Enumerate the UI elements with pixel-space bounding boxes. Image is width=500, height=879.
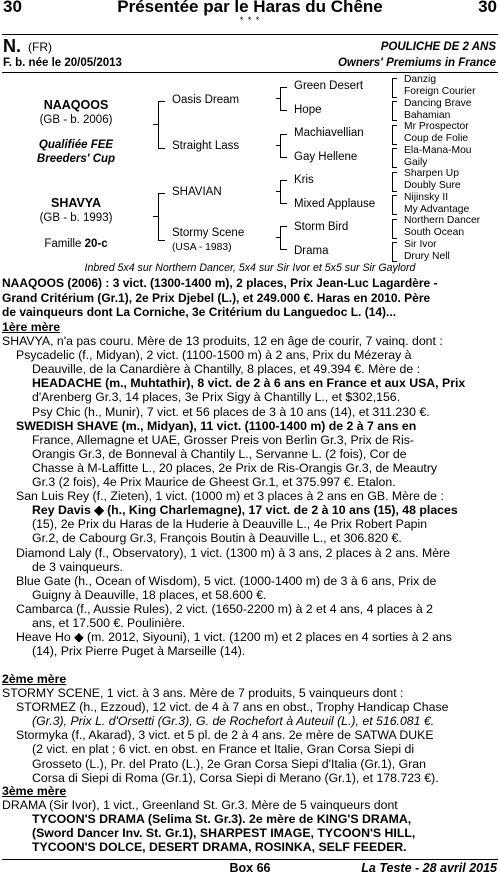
text-line: STORMEZ (h., Ezzoud), 12 vict. de 4 à 7 ans en obst., Trophy Handicap Chase (16, 700, 449, 715)
horse-birth: F. b. née le 20/05/2013 (3, 57, 122, 69)
text-line: Grosseto (L.), Pr. del Prato (L.), 2e Gran Corsa Siepi d'Italia (Gr.1), Gran (32, 756, 426, 771)
bracket-g2-4-tick (276, 237, 280, 238)
sire-paragraph (2, 276, 498, 320)
gen2-dam-dam-info: (USA - 1983) (172, 242, 232, 253)
gen4-6: Coup de Folie (404, 133, 469, 144)
bracket-g3-5 (392, 172, 397, 192)
text-line: SHAVYA, n'a pas couru. Mère de 13 produits, 12 en âge de courir, 7 vainq. dont : (2, 334, 443, 349)
bracket-g2-3 (280, 180, 287, 204)
bracket-g2-2 (280, 134, 287, 158)
gen4-15: Sir Ivor (404, 239, 437, 250)
text-line: San Luis Rey (f., Zieten), 1 vict. (1000 m) et 3 places à 2 ans en GB. Mère de : (16, 489, 444, 504)
gen4-16: Drury Nell (404, 251, 450, 262)
gen4-4: Bahamian (404, 110, 451, 121)
sale-date: La Teste - 28 avril 2015 (361, 861, 497, 875)
text-line: Psy Chic (h., Munir), 7 vict. et 56 places de 3 à 10 ans (14), et 311.230 €. (32, 404, 430, 419)
gen4-11: Nijinsky II (404, 192, 449, 203)
dam-name: SHAVYA (50, 196, 102, 210)
horse-name: N. (3, 36, 21, 56)
gen3-4: Gay Hellene (294, 151, 358, 163)
text-line: STORMY SCENE, 1 vict. à 3 ans. Mère de 7 produits, 5 vainqueurs dont : (2, 686, 404, 701)
bracket-g3-6 (392, 195, 397, 215)
inbreeding-note: Inbred 5x4 sur Northern Dancer, 5x4 sur Sir Ivor et 5x5 sur Sir Gaylord (84, 262, 416, 274)
gen2-dam-dam: Stormy Scene (172, 227, 245, 239)
gen3-8: Drama (294, 245, 329, 257)
gen3-1: Green Desert (294, 80, 364, 92)
text-line: Deauville, de la Canardière à Chantilly, 8 places, et 49.394 €. Mère de : (32, 362, 421, 377)
gen4-14: South Ocean (404, 227, 465, 238)
gen3-7: Storm Bird (294, 221, 349, 233)
gen4-8: Gaily (404, 157, 428, 168)
text-line: Diamond Laly (f., Observatory), 1 vict. (1300 m) à 3 ans, 2 places à 2 ans. Mère (16, 545, 450, 560)
gen3-2: Hope (294, 104, 322, 116)
text-line: (15), 2e Prix du Haras de la Huderie à Deauville L., 4e Prix Robert Papin (32, 517, 428, 532)
gen4-12: My Advantage (404, 204, 470, 215)
bracket-g3-8 (392, 242, 397, 262)
text-line: Stormyka (f., Akarad), 3 vict. et 5 pl. de 2 à 4 ans. 2e mère de SATWA DUKE (16, 728, 434, 743)
owners-premiums: Owners' Premiums in France (337, 57, 496, 69)
gen4-7: Ela-Mana-Mou (404, 145, 472, 156)
id-rule (2, 72, 498, 73)
bracket-g3-2 (392, 101, 397, 121)
page-number-right: 30 (478, 0, 497, 16)
section-heading: 1ère mère (2, 320, 61, 334)
section-heading: 2ème mère (2, 672, 67, 686)
footer-rule (2, 859, 498, 860)
text-line: de 3 vainqueurs. (32, 559, 123, 574)
bracket-g2-1 (280, 87, 287, 111)
page-title: Présentée par le Haras du Chêne (117, 0, 383, 16)
gen2-dam-sire: SHAVIAN (172, 186, 222, 198)
text-line: Gr.3 (2 fois), 4e Prix Maurice de Gheest Gr.1, et 375.997 €. Etalon. (32, 475, 396, 490)
sire-info: (GB - b. 2006) (39, 114, 113, 126)
text-line: Heave Ho ◆ (m. 2012, Siyouni), 1 vict. (1200 m) et 2 places en 4 sorties à 2 ans (16, 630, 452, 645)
sire-line: NAAQOOS (2006) : 3 vict. (1300-1400 m), 2 places, Prix Jean-Luc Lagardère - (2, 276, 438, 290)
sire-line: de vainqueurs dont La Corniche, 3e Critérium du Languedoc L. (14)... (2, 305, 397, 319)
page-number-left: 30 (3, 0, 22, 16)
text-line: France, Allemagne et UAE, Grosser Preis von Berlin Gr.3, Prix de Ris- (32, 432, 415, 447)
gen4-13: Northern Dancer (404, 215, 481, 226)
family-label: Famille (44, 238, 82, 250)
gen3-5: Kris (294, 174, 314, 186)
bracket-g2-2-tick (276, 145, 280, 146)
box-number: Box 66 (229, 861, 271, 875)
bracket-g3-4 (392, 148, 397, 168)
gen4-3: Dancing Brave (404, 98, 472, 109)
gen3-3: Machiavellian (294, 127, 364, 139)
horse-sex: POULICHE DE 2 ANS (380, 41, 496, 53)
gen2-sire-dam: Straight Lass (172, 140, 240, 152)
gen4-9: Sharpen Up (404, 168, 459, 179)
family-number: 20-c (84, 238, 108, 250)
bracket-g2-3-tick (276, 191, 280, 192)
text-line: (Sword Dancer Inv. St. Gr.1), SHARPEST IMAGE, TYCOON'S HILL, (32, 826, 416, 841)
text-line: Cambarca (f., Aussie Rules), 2 vict. (1650-2200 m) à 2 et 4 ans, 4 places à 2 (16, 601, 433, 616)
text-line: TYCOON'S DOLCE, DESERT DRAMA, ROSINKA, SELF FEEDER. (32, 840, 407, 855)
text-line: DRAMA (Sir Ivor), 1 vict., Greenland St. Gr.3. Mère de 5 vainqueurs dont (2, 798, 398, 813)
header-rule (2, 34, 498, 35)
bracket-sire (158, 101, 165, 149)
text-line: SWEDISH SHAVE (m., Midyan), 11 vict. (1100-1400 m) de 2 à 7 ans en (16, 418, 417, 433)
gen2-sire-sire: Oasis Dream (172, 94, 240, 106)
text-line: Rey Davis ◆ (h., King Charlemagne), 17 vict. de 2 à 10 ans (15), 48 places (32, 503, 458, 518)
gen4-2: Foreign Courier (404, 86, 476, 97)
bracket-sire-tick (153, 124, 158, 125)
text-line: Guigny à Deauville, 18 places, et 58.600 €. (32, 587, 267, 602)
second-dam-section (2, 672, 498, 785)
third-dam-section (2, 784, 498, 854)
sire-note-1: Qualifiée FEE (38, 139, 114, 151)
bracket-g3-1 (392, 78, 397, 98)
sire-note-2: Breeders' Cup (36, 153, 116, 165)
bracket-g2-4 (280, 226, 287, 250)
gen3-6: Mixed Applause (294, 198, 376, 210)
bracket-g2-1-tick (276, 98, 280, 99)
gen4-10: Doubly Sure (404, 180, 461, 191)
title-stars: * * * (239, 15, 261, 25)
text-line: d'Arenberg Gr.3, 14 places, 3e Prix Sigy à Chantilly L., et $302,156. (32, 390, 401, 405)
sire-name: NAAQOOS (43, 98, 109, 112)
bracket-g3-3 (392, 125, 397, 145)
text-line: Gr.2, de Cabourg Gr.3, François Boutin à Deauville L., et 306.820 €. (32, 531, 402, 546)
dam-info: (GB - b. 1993) (39, 212, 113, 224)
text-line: (2 vict. en plat ; 6 vict. en obst. en France et Italie, Gran Corsa Siepi di (32, 742, 415, 757)
text-line: Blue Gate (h., Ocean of Wisdom), 5 vict. (1000-1400 m) de 3 à 6 ans, Prix de (16, 573, 437, 588)
text-line: (14), Prix Pierre Puget à Marseille (14). (32, 644, 246, 659)
text-line: Orangis Gr.3, de Bonneval à Chantily L., Servanne L. (2 fois), Cor de (32, 446, 407, 461)
horse-country: (FR) (28, 40, 52, 54)
bracket-dam-tick (153, 216, 158, 217)
first-dam-section (2, 320, 498, 658)
text-line: Chasse à M-Laffitte L., 20 places, 2e Prix de Ris-Orangis Gr.3, de Meautry (32, 460, 438, 475)
gen4-1: Danzig (404, 74, 437, 85)
text-line: TYCOON'S DRAMA (Selima St. Gr.3). 2e mère de KING'S DRAMA, (32, 812, 412, 827)
section-heading: 3ème mère (2, 784, 67, 798)
bracket-g3-7 (392, 219, 397, 239)
text-line: ans, et 17.500 €. Poulinière. (32, 615, 186, 630)
text-line: Psycadelic (f., Midyan), 2 vict. (1100-1500 m) à 2 ans, Prix du Mézeray à (16, 348, 412, 363)
text-line: (Gr.3), Prix L. d'Orsetti (Gr.3), G. de Rochefort à Auteuil (L.), et 516.081 €. (32, 714, 435, 729)
text-line: HEADACHE (m., Muhtathir), 8 vict. de 2 à 6 ans en France et aux USA, Prix (32, 376, 466, 391)
text-line: Corsa di Siepi di Roma (Gr.1), Corsa Siepi di Merano (Gr.1), et 178.723 €). (32, 770, 439, 785)
dam-family (0, 238, 152, 250)
sire-line: Grand Critérium (Gr.1), 2e Prix Djebel (L.), et 249.000 €. Haras en 2010. Père (2, 290, 431, 305)
gen4-5: Mr Prospector (404, 121, 469, 132)
bracket-dam (158, 193, 165, 241)
